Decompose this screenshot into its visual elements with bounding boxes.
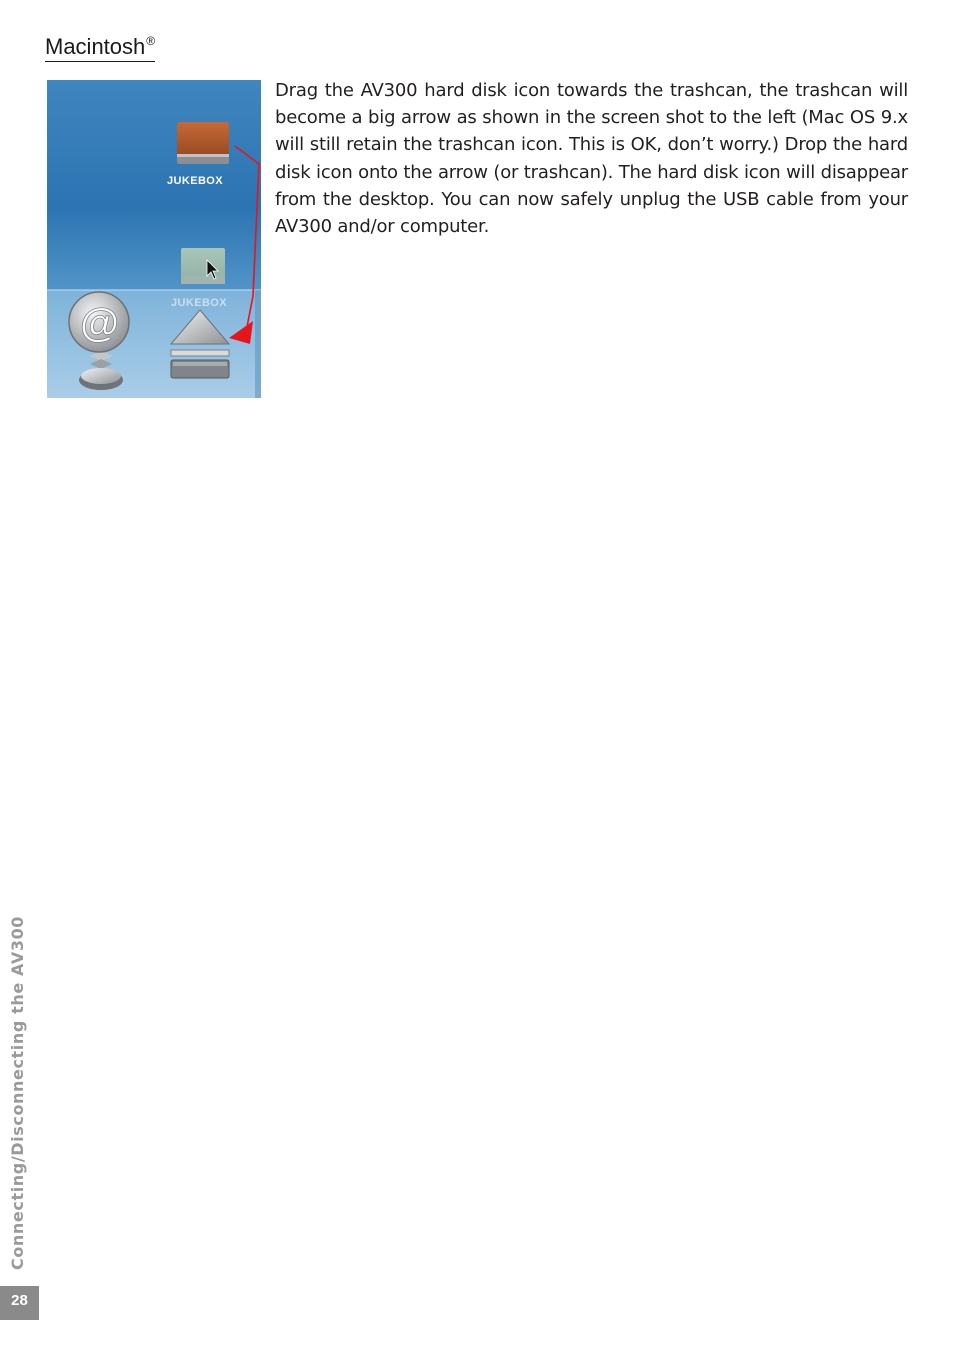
disk-label-top: JUKEBOX bbox=[167, 175, 223, 187]
page-number: 28 bbox=[0, 1286, 39, 1320]
screenshot-illustration bbox=[47, 80, 261, 398]
section-heading-text: Macintosh bbox=[45, 34, 146, 59]
disk-label-bottom: JUKEBOX bbox=[171, 297, 227, 309]
registered-mark: ® bbox=[146, 34, 156, 48]
hard-disk-ghost-icon bbox=[181, 248, 225, 284]
instruction-paragraph: Drag the AV300 hard disk icon towards the trashcan, the trashcan will become a big arrow as shown in the screen shot to the left (Mac OS 9.x will still retain the trashcan icon. This is OK, don’t worry.) Drop the hard disk icon onto the arrow (or trashcan). The hard disk icon will disappear from the desktop. You can now safely unplug the USB cable from your AV300 and/or computer. bbox=[275, 80, 908, 238]
svg-text:@: @ bbox=[80, 301, 120, 345]
section-heading bbox=[45, 28, 155, 62]
chapter-side-label: Connecting/Disconnecting the AV300 bbox=[8, 915, 27, 1270]
eject-screenshot bbox=[47, 80, 261, 398]
hard-disk-icon[interactable] bbox=[177, 122, 229, 164]
